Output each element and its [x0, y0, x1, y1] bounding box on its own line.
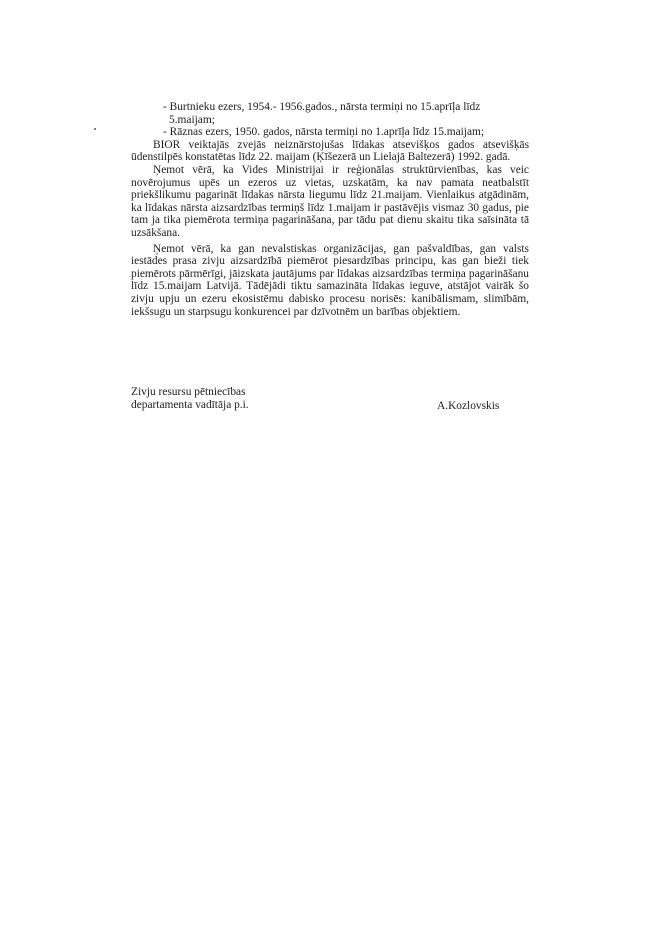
paragraph-ministry-proposal: Ņemot vērā, ka Vides Ministrijai ir reģionālas struktūrvienības, kas veic novērojumus upēs un ezeros uz vietas, uzskatām, ka nav pamata neatbalstīt priekšlikumu pagarināt līdakas nārsta liegumu līdz 21.maijam. Vienlaikus atgādinām, ka līdakas nārsta aizsardzības termiņš līdz 1.maijam ir pastāvējis vismaz 30 gadus, pie tam ja tika piemērota termiņa pagarināšana, par tādu pat dienu skaitu tika saīsināta tā uzsākšana. — [131, 163, 529, 239]
signatory-title — [131, 386, 249, 411]
paragraph-precaution-principle: Ņemot vērā, ka gan nevalstiskas organizācijas, gan pašvaldības, gan valsts iestādes prasa zivju aizsardzībā piemērot piesardzības principu, kas gan bieži tiek piemērots pārmērīgi, jāizskata jautājums par līdakas aizsardzības termiņa pagarināšanu līdz 15.maijam Latvijā. Tādējādi tiktu samazināta līdakas ieguve, atstājot vairāk šo zivju upju un ezeru ekosistēmu dabisko procesu norisēs: kanibālismam, slimībām, iekšsugu un starpsugu konkurencei par dzīvotnēm un barības objektiem. — [131, 242, 529, 318]
signatory-title-line2: departamenta vadītāja p.i. — [131, 398, 249, 411]
scan-speck — [94, 128, 96, 130]
list-item-raznas: - Rāznas ezers, 1950. gados, nārsta termiņi no 1.aprīļa līdz 15.maijam; — [163, 126, 485, 139]
signatory-title-line1: Zivju resursu pētniecības — [131, 386, 246, 398]
letter-body — [131, 101, 529, 318]
list-item-burtnieku-continuation: 5.maijam; — [169, 113, 215, 126]
paragraph-bior-observations: BIOR veiktajās zvejās neiznārstojušas līdakas atsevišķos gados atsevišķās ūdenstilpēs konstatētas līdz 22. maijam (Ķīšezerā un Lielajā Baltezerā) 1992. gadā. — [131, 138, 529, 164]
list-item-burtnieku: - Burtnieku ezers, 1954.- 1956.gados., nārsta termiņi no 15.aprīļa līdz — [163, 101, 481, 113]
signatory-name: A.Kozlovskis — [437, 400, 500, 412]
